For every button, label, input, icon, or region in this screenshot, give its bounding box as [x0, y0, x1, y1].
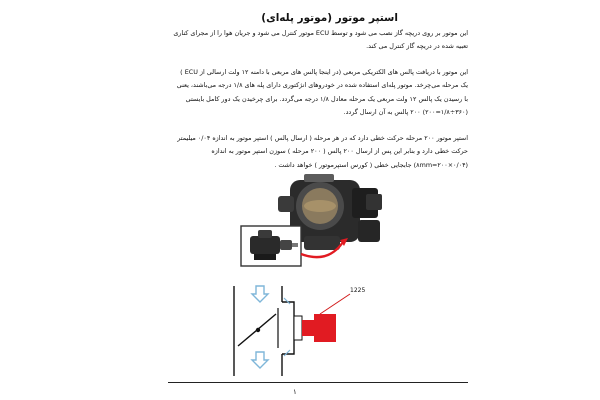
stepper-motor-block: [302, 320, 314, 336]
text-line: (۳۶۰÷۱/۸=۲۰۰) ۲۰۰ پالس به آن ارسال گردد.: [343, 108, 468, 117]
valve-needle: [294, 316, 302, 340]
text-line: (۸mm=۲۰۰×۰/۰۴) جابجایی خطی ( کورس استپرموتور ) خواهد داشت .: [274, 160, 468, 169]
text-line: یک مرحله می‌چرخد. موتور پله‌ای استفاده شده در خودروهای انژکتوری دارای پله های ۱/۸ درجه می‌باشند، یعنی: [176, 81, 468, 90]
text-line: این موتور بر روی دریچه گاز نصب می شود و توسط ECU موتور کنترل می شود و جریان هوا را از مجرای کناری: [173, 29, 468, 37]
page-title: استپر موتور (موتور پله‌ای): [261, 12, 398, 24]
callout-label: 1225: [350, 287, 366, 294]
airflow-arrow-bottom: [252, 352, 268, 368]
text-line: حرکت خطی دارد و بنابر این پس از ارسال ۲۰۰ پالس ( ۲۰۰ مرحله ) سوزن استپر موتور به اندازه: [211, 147, 468, 156]
paragraph-pulses: [176, 66, 468, 120]
bypass-channel: [282, 302, 294, 354]
stepper-motor: [250, 236, 280, 254]
airflow-arrow-top: [252, 286, 268, 302]
stepper-valve-diagram: [228, 280, 388, 380]
callout-leader: [320, 294, 350, 314]
text-line: استپر موتور ۲۰۰ مرحله حرکت خطی دارد که در هر مرحله ( ارسال پالس ) استپر موتور به اندازه ۰/۰۴ میلیمتر: [177, 134, 468, 142]
text-line: تعبیه شده در دریچه گاز کنترل می کند.: [366, 42, 468, 51]
footer-rule: [168, 382, 468, 383]
throttle-body-photo: [238, 176, 398, 276]
text-line: با رسیدن یک پالس ۱۲ ولت مربعی یک مرحله معادل ۱/۸ درجه می‌گردد. برای چرخیدن یک دور کامل بایستی: [185, 94, 468, 103]
paragraph-linear-motion: [177, 132, 468, 172]
text-line: این موتور با دریافت پالس های الکتریکی مربعی (در اینجا پالس های مربعی با دامنه ۱۲ ولت ارسالی از ECU ): [180, 68, 468, 76]
paragraph-intro: [173, 27, 468, 54]
page-number: ۱: [293, 388, 297, 396]
